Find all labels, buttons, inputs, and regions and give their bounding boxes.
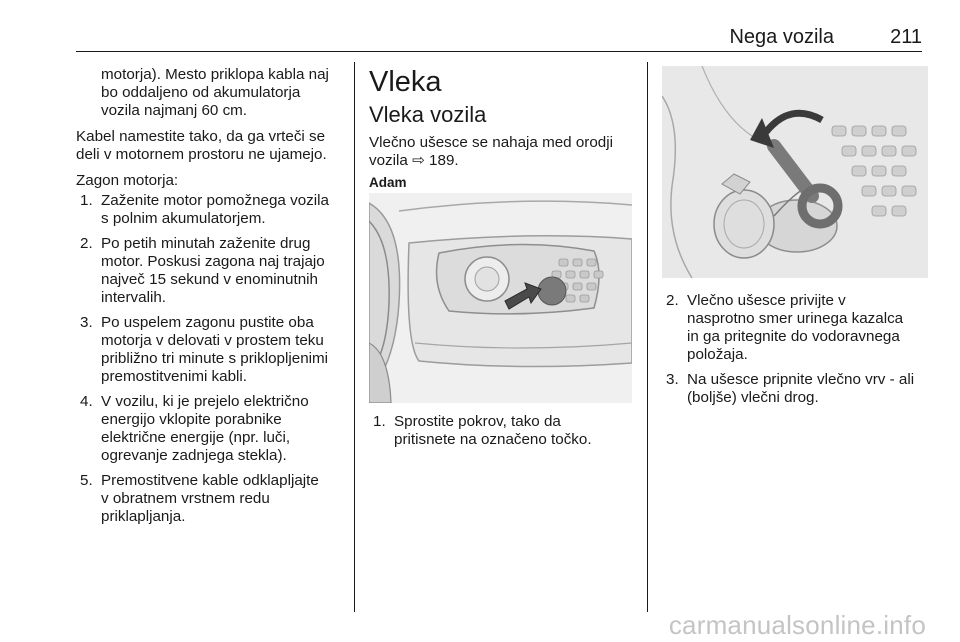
page-header (76, 22, 922, 50)
engine-start-steps (76, 192, 342, 526)
list-item: 5. Premostitvene kable odklapljajte v obratnem vrstnem redu priklapljanja. (80, 472, 319, 525)
list-item: 1. Sprostite pokrov, tako da pritisnete na označeno točko. (373, 413, 592, 448)
list-item: 3. Po uspelem zagonu pustite oba motorja v delovati v prostem teku približno tri minute s priklopljenimi premostitvenimi kabli. (80, 314, 329, 385)
column-3 (662, 66, 928, 407)
page-number: 211 (890, 26, 922, 48)
chapter-title: Nega vozila (729, 26, 834, 48)
subsection-title: Vleka vozila (369, 102, 487, 127)
model-label: Adam (369, 175, 407, 190)
column-1 (76, 66, 342, 526)
front-bumper-illustration (369, 193, 632, 403)
towing-steps-part2 (662, 292, 928, 407)
section-title: Vleka (369, 66, 442, 98)
continued-text: motorja). Mesto priklopa kabla naj bo oddaljeno od akumulatorja vozila najmanj 60 cm. (101, 66, 329, 119)
list-item: 2. Vlečno ušesce privijte v nasprotno smer urinega kazalca in ga pritegnite do vodoravnega položaja. (666, 292, 904, 363)
column-2 (369, 66, 637, 449)
header-rule (76, 51, 922, 52)
cable-placement-paragraph: Kabel namestite tako, da ga vrteči se deli v motornem prostoru ne ujamejo. (76, 128, 327, 163)
site-watermark: carmanualsonline.info (668, 610, 926, 640)
page-reference: 189. (429, 152, 459, 169)
list-item: 4. V vozilu, ki je prejelo električno energijo vklopite porabnike električne energije (npr. luči, ogrevanje zadnjega stekla). (80, 393, 309, 464)
towing-eye-location-text: Vlečno ušesce se nahaja med orodji vozila ⇨ 189. (369, 134, 613, 169)
list-item: 3. Na ušesce pripnite vlečno vrv - ali (boljše) vlečni drog. (666, 371, 915, 406)
column-divider-left (354, 62, 355, 612)
list-item: 1. Zaženite motor pomožnega vozila s polnim akumulatorjem. (80, 192, 329, 227)
towing-eye-illustration (662, 66, 928, 278)
column-divider-right (647, 62, 648, 612)
engine-start-intro: Zagon motorja: (76, 172, 179, 189)
page-reference-arrow-icon: ⇨ (412, 152, 425, 169)
towing-steps-part1 (369, 413, 637, 449)
bumper-cover-drawing (369, 193, 632, 403)
towing-eye-drawing (662, 66, 928, 278)
list-item: 2. Po petih minutah zaženite drug motor. Poskusi zagona naj trajajo največ 15 sekund v enominutnih intervalih. (80, 235, 325, 306)
